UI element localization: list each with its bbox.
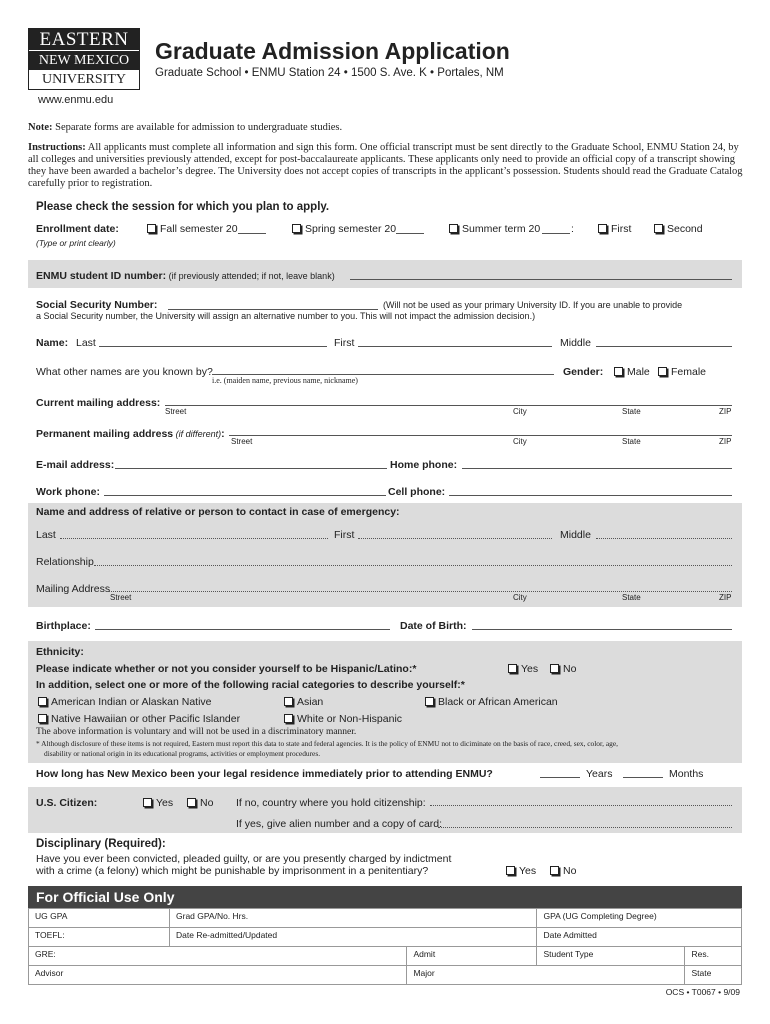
white-checkbox[interactable]	[284, 714, 293, 723]
alien-number-field[interactable]	[438, 827, 732, 828]
other-names-field[interactable]	[212, 374, 554, 375]
permanent-address-field[interactable]	[229, 435, 732, 436]
current-address-label: Current mailing address:	[36, 397, 161, 409]
american-indian-checkbox[interactable]	[38, 697, 47, 706]
official-cell: Date Re-admitted/Updated	[170, 928, 537, 947]
name-label: Name:	[36, 337, 69, 349]
emergency-street-label: Street	[110, 593, 132, 602]
summer-label: Summer term 20	[462, 223, 541, 235]
dob-field[interactable]	[472, 629, 732, 630]
asian-checkbox[interactable]	[284, 697, 293, 706]
official-cell: State	[685, 966, 742, 985]
note-paragraph	[28, 122, 743, 134]
summer-checkbox[interactable]	[449, 224, 458, 233]
male-label: Male	[627, 366, 650, 378]
country-label: If no, country where you hold citizenship:	[236, 797, 426, 809]
white-label: White or Non-Hispanic	[297, 713, 403, 725]
male-option[interactable]	[614, 366, 650, 378]
emergency-middle-label: Middle	[560, 529, 591, 541]
black-checkbox[interactable]	[425, 697, 434, 706]
permanent-address-hint: (if different)	[173, 429, 222, 439]
hispanic-yes-option[interactable]	[508, 663, 538, 675]
table-row	[29, 928, 742, 947]
race-american-indian[interactable]	[38, 696, 212, 708]
hispanic-no-label: No	[563, 663, 577, 675]
race-white[interactable]	[284, 713, 402, 725]
official-cell: UG GPA	[29, 909, 170, 928]
fall-option[interactable]	[147, 223, 238, 235]
first-option[interactable]	[598, 223, 631, 235]
middle-name-field[interactable]	[596, 346, 732, 347]
summer-year-field[interactable]	[542, 233, 570, 234]
official-cell: Date Admitted	[537, 928, 742, 947]
current-address-field[interactable]	[165, 405, 732, 406]
spring-checkbox[interactable]	[292, 224, 301, 233]
official-use-heading: For Official Use Only	[28, 886, 742, 908]
work-phone-label: Work phone:	[36, 486, 100, 498]
student-id-label-row	[36, 270, 335, 282]
ssn-note-1: (Will not be used as your primary University ID. If you are unable to provide	[383, 300, 683, 310]
instructions-text: All applicants must complete all information and sign this form. One official transcript must be sent directly to the Graduate School, ENMU Station 24, by all colleges and universities previously attended, except for post-baccalaureate applicants. These applicants only need to provide an official copy of a transcript showing they have been awarded a bachelor’s degree. The University does not accept copies of transcripts in the applicant’s possession. Students should read the Graduate Catalog carefully prior to registration.	[28, 142, 743, 189]
emergency-last-label: Last	[36, 529, 56, 541]
emergency-mailing-field[interactable]	[109, 591, 732, 592]
hispanic-yes-checkbox[interactable]	[508, 664, 517, 673]
citizen-yes-checkbox[interactable]	[143, 798, 152, 807]
fall-checkbox[interactable]	[147, 224, 156, 233]
spring-year-field[interactable]	[396, 233, 424, 234]
table-row	[29, 966, 742, 985]
permanent-zip-label: ZIP	[719, 437, 732, 446]
citizen-no-option[interactable]	[187, 797, 213, 809]
official-cell: Advisor	[29, 966, 407, 985]
form-code: OCS • T0067 • 9/09	[665, 987, 740, 997]
instructions-paragraph	[28, 142, 743, 190]
official-cell: Res.	[685, 947, 742, 966]
logo-line-2: NEW MEXICO	[29, 50, 139, 70]
emergency-first-label: First	[334, 529, 355, 541]
permanent-address-colon: :	[221, 428, 225, 440]
session-heading: Please check the session for which you plan to apply.	[36, 201, 330, 213]
disciplinary-no-checkbox[interactable]	[550, 866, 559, 875]
alien-number-label: If yes, give alien number and a copy of card:	[236, 818, 443, 830]
black-label: Black or African American	[438, 696, 558, 708]
official-cell: Admit	[407, 947, 537, 966]
email-field[interactable]	[115, 468, 387, 469]
table-row	[29, 909, 742, 928]
enrollment-hint: (Type or print clearly)	[36, 238, 116, 248]
ethnicity-note-1: The above information is voluntary and will not be used in a discriminatory manner.	[36, 727, 357, 737]
ssn-label: Social Security Number:	[36, 299, 158, 311]
official-cell: Student Type	[537, 947, 685, 966]
last-name-field[interactable]	[99, 346, 327, 347]
fall-label: Fall semester 20	[160, 223, 238, 235]
official-use-table	[28, 908, 742, 985]
citizen-yes-option[interactable]	[143, 797, 173, 809]
permanent-address-label: Permanent mailing address	[36, 428, 174, 440]
race-asian[interactable]	[284, 696, 323, 708]
citizen-yes-label: Yes	[156, 797, 174, 809]
birthplace-label: Birthplace:	[36, 620, 91, 632]
current-street-label: Street	[165, 407, 187, 416]
disciplinary-question-2: with a crime (a felony) which might be punishable by imprisonment in a penitentiary?	[36, 865, 429, 877]
pacific-islander-checkbox[interactable]	[38, 714, 47, 723]
residence-years-label: Years	[586, 768, 613, 780]
female-label: Female	[671, 366, 707, 378]
disciplinary-no-option[interactable]	[550, 865, 576, 877]
permanent-state-label: State	[622, 437, 641, 446]
other-names-label: What other names are you known by?	[36, 366, 213, 378]
disciplinary-no-label: No	[563, 865, 577, 877]
current-state-label: State	[622, 407, 641, 416]
summer-option[interactable]	[449, 223, 540, 235]
citizen-no-checkbox[interactable]	[187, 798, 196, 807]
citizen-label: U.S. Citizen:	[36, 797, 98, 809]
spring-label: Spring semester 20	[305, 223, 397, 235]
disciplinary-heading: Disciplinary (Required):	[36, 838, 166, 850]
male-checkbox[interactable]	[614, 367, 623, 376]
relationship-field[interactable]	[94, 565, 732, 566]
permanent-street-label: Street	[231, 437, 253, 446]
second-checkbox[interactable]	[654, 224, 663, 233]
hispanic-no-checkbox[interactable]	[550, 664, 559, 673]
residence-question: How long has New Mexico been your legal residence immediately prior to attending ENMU?	[36, 768, 493, 780]
relationship-label: Relationship	[36, 556, 94, 568]
enrollment-label: Enrollment date:	[36, 223, 119, 235]
birthplace-field[interactable]	[95, 629, 390, 630]
cell-phone-field[interactable]	[449, 495, 732, 496]
university-logo	[28, 28, 140, 90]
official-cell: GPA (UG Completing Degree)	[537, 909, 742, 928]
student-id-field[interactable]	[350, 279, 732, 280]
first-label: First	[611, 223, 632, 235]
website-url: www.enmu.edu	[38, 94, 114, 106]
name-first-label: First	[334, 337, 355, 349]
cell-phone-label: Cell phone:	[388, 486, 446, 498]
hispanic-question: Please indicate whether or not you consider yourself to be Hispanic/Latino:*	[36, 663, 417, 675]
ethnicity-note-2: * Although disclosure of these items is not required, Eastern must report this data to state and federal agencies. It is the policy of ENMU not to diciminate on the basis of race, creed, sex, color, age,	[36, 739, 618, 748]
official-cell: Major	[407, 966, 685, 985]
logo-line-3: UNIVERSITY	[42, 72, 126, 87]
second-label: Second	[667, 223, 703, 235]
residence-months-label: Months	[669, 768, 704, 780]
ethnicity-note-3: disability or national origin in its educational programs, activities or employment procedures.	[44, 749, 321, 758]
emergency-heading: Name and address of relative or person to contact in case of emergency:	[36, 506, 400, 518]
emergency-mailing-label: Mailing Address	[36, 583, 111, 595]
current-zip-label: ZIP	[719, 407, 732, 416]
emergency-first-field[interactable]	[358, 538, 552, 539]
second-option[interactable]	[654, 223, 703, 235]
emergency-middle-field[interactable]	[596, 538, 732, 539]
female-option[interactable]	[658, 366, 706, 378]
female-checkbox[interactable]	[658, 367, 667, 376]
name-last-label: Last	[76, 337, 96, 349]
official-cell: Grad GPA/No. Hrs.	[170, 909, 537, 928]
ssn-note-2: a Social Security number, the University will assign an alternative number to you. This will not impact the admission decision.)	[36, 311, 536, 321]
american-indian-label: American Indian or Alaskan Native	[51, 696, 212, 708]
residence-months-field[interactable]	[623, 777, 663, 778]
emergency-city-label: City	[513, 593, 527, 602]
asian-label: Asian	[297, 696, 324, 708]
disciplinary-yes-option[interactable]	[506, 865, 536, 877]
disciplinary-question-1: Have you ever been convicted, pleaded guilty, or are you presently charged by indictment	[36, 853, 452, 865]
citizen-no-label: No	[200, 797, 214, 809]
race-pacific-islander[interactable]	[38, 713, 240, 725]
spring-option[interactable]	[292, 223, 396, 235]
instructions-label: Instructions:	[28, 142, 86, 153]
page-title: Graduate Admission Application	[155, 38, 510, 64]
first-name-field[interactable]	[358, 346, 552, 347]
pacific-islander-label: Native Hawaiian or other Pacific Islander	[51, 713, 241, 725]
summer-colon: :	[571, 223, 574, 235]
work-phone-field[interactable]	[104, 495, 386, 496]
ssn-field[interactable]	[168, 309, 378, 310]
home-phone-field[interactable]	[462, 468, 732, 469]
name-middle-label: Middle	[560, 337, 591, 349]
page-subtitle: Graduate School • ENMU Station 24 • 1500 S. Ave. K • Portales, NM	[155, 67, 504, 79]
country-field[interactable]	[430, 805, 732, 806]
other-names-hint: i.e. (maiden name, previous name, nickname)	[212, 376, 358, 385]
race-black[interactable]	[425, 696, 558, 708]
residence-years-field[interactable]	[540, 777, 580, 778]
permanent-address-label-row	[36, 428, 225, 440]
fall-year-field[interactable]	[238, 233, 266, 234]
disciplinary-yes-checkbox[interactable]	[506, 866, 515, 875]
first-checkbox[interactable]	[598, 224, 607, 233]
logo-line-1: EASTERN	[29, 29, 139, 50]
home-phone-label: Home phone:	[390, 459, 458, 471]
table-row	[29, 947, 742, 966]
student-id-label: ENMU student ID number:	[36, 270, 167, 282]
ethnicity-heading: Ethnicity:	[36, 646, 84, 658]
emergency-zip-label: ZIP	[719, 593, 732, 602]
official-cell: GRE:	[29, 947, 407, 966]
dob-label: Date of Birth:	[400, 620, 467, 632]
hispanic-no-option[interactable]	[550, 663, 576, 675]
gender-label: Gender:	[563, 366, 604, 378]
race-question: In addition, select one or more of the following racial categories to describe yourself:*	[36, 679, 465, 691]
emergency-last-field[interactable]	[60, 538, 328, 539]
hispanic-yes-label: Yes	[521, 663, 539, 675]
official-cell: TOEFL:	[29, 928, 170, 947]
student-id-hint: (if previously attended; if not, leave blank)	[166, 271, 335, 281]
current-city-label: City	[513, 407, 527, 416]
note-label: Note:	[28, 122, 53, 133]
permanent-city-label: City	[513, 437, 527, 446]
email-label: E-mail address:	[36, 459, 115, 471]
emergency-state-label: State	[622, 593, 641, 602]
disciplinary-yes-label: Yes	[519, 865, 537, 877]
note-text: Separate forms are available for admission to undergraduate studies.	[52, 122, 343, 133]
